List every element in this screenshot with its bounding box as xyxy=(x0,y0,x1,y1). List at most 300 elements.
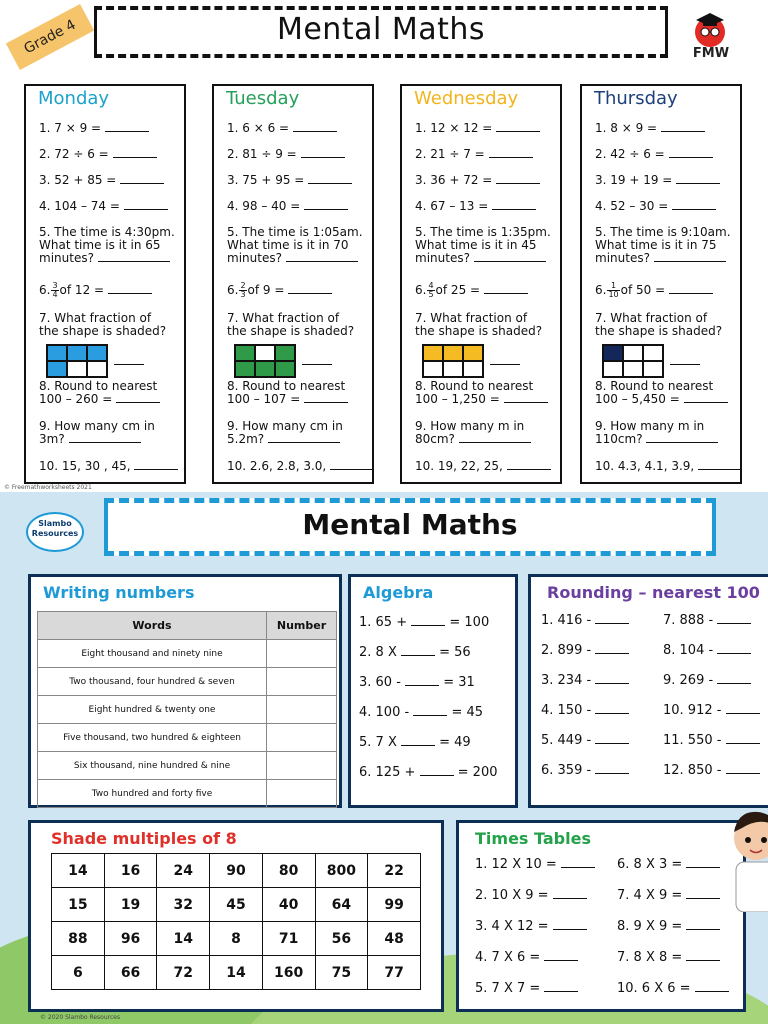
rounding-question xyxy=(541,733,629,748)
grid-cell[interactable]: 160 xyxy=(262,956,315,990)
times-table-question xyxy=(617,950,720,965)
grid-cell[interactable]: 88 xyxy=(52,922,105,956)
answer-blank[interactable] xyxy=(595,764,629,774)
answer-blank[interactable] xyxy=(686,889,720,899)
question-text: = 31 xyxy=(443,675,475,690)
answer-blank[interactable] xyxy=(113,149,157,158)
answer-blank[interactable] xyxy=(134,461,178,470)
times-table-question xyxy=(617,981,729,996)
question-line xyxy=(227,325,354,339)
answer-blank[interactable] xyxy=(717,614,751,624)
shaded-cell xyxy=(275,361,295,377)
answer-blank[interactable] xyxy=(293,123,337,132)
question-text: 9. How many m in xyxy=(595,419,705,433)
fraction-numerator: 1 xyxy=(607,282,619,291)
question-text: 6. xyxy=(39,283,51,297)
question-line xyxy=(415,148,533,162)
question-text: 12. 850 - xyxy=(663,763,722,778)
answer-blank[interactable] xyxy=(595,644,629,654)
question-text: 8. Round to nearest xyxy=(595,379,714,393)
number-answer-cell[interactable] xyxy=(267,668,337,696)
times-table-question xyxy=(617,857,720,872)
question-line xyxy=(39,393,160,407)
question-line xyxy=(595,252,726,266)
question-text: What time is it in 65 xyxy=(39,238,161,252)
question-text: 110cm? xyxy=(595,432,643,446)
fraction xyxy=(51,282,58,299)
multiples-title: Shade multiples of 8 xyxy=(51,829,237,848)
page-title: Mental Maths xyxy=(276,12,486,47)
answer-blank[interactable] xyxy=(474,253,546,262)
shaded-cell xyxy=(67,345,87,361)
fraction-denominator: 4 xyxy=(52,290,58,299)
question-line xyxy=(227,148,345,162)
answer-blank[interactable] xyxy=(484,285,528,294)
answer-blank[interactable] xyxy=(120,175,164,184)
answer-blank[interactable] xyxy=(544,951,578,961)
answer-blank[interactable] xyxy=(686,951,720,961)
answer-blank[interactable] xyxy=(108,285,152,294)
times-table-question xyxy=(617,919,720,934)
question-text: 3. 19 + 19 = xyxy=(595,173,673,187)
multiples-panel xyxy=(28,820,444,1012)
question-text: 5. 7 X xyxy=(359,735,397,750)
question-text: 100 – 260 = xyxy=(39,392,113,406)
grid-row xyxy=(52,888,421,922)
answer-blank[interactable] xyxy=(676,175,720,184)
fraction xyxy=(607,282,619,299)
grid-row xyxy=(52,854,421,888)
times-table-question xyxy=(475,919,587,934)
answer-blank[interactable] xyxy=(507,461,551,470)
answer-blank[interactable] xyxy=(105,123,149,132)
fraction-shape xyxy=(46,344,108,378)
table-row xyxy=(38,640,337,668)
rounding-question xyxy=(663,733,760,748)
question-text: 6. xyxy=(415,283,427,297)
question-text: 2. 81 ÷ 9 = xyxy=(227,147,297,161)
table-row xyxy=(38,780,337,808)
question-text: 5.2m? xyxy=(227,432,265,446)
cartoon-boy-icon xyxy=(728,802,768,912)
unshaded-cell xyxy=(423,361,443,377)
question-text: 3. 234 - xyxy=(541,673,592,688)
algebra-question xyxy=(359,705,483,720)
fraction-numerator: 2 xyxy=(240,281,246,290)
question-text: 7. What fraction of xyxy=(595,311,708,325)
grid-cell[interactable]: 16 xyxy=(104,854,157,888)
table-row xyxy=(38,752,337,780)
question-line xyxy=(415,252,546,266)
question-text: 3. 75 + 95 = xyxy=(227,173,305,187)
grade-tag: Grade 4 xyxy=(6,4,94,70)
grid-cell[interactable]: 71 xyxy=(262,922,315,956)
answer-blank[interactable] xyxy=(669,149,713,158)
times-table-question xyxy=(617,888,720,903)
day-column-thursday xyxy=(580,84,742,484)
question-text: 7. 888 - xyxy=(663,613,714,628)
unshaded-cell xyxy=(623,345,643,361)
question-line xyxy=(39,148,157,162)
unshaded-cell xyxy=(623,361,643,377)
answer-blank[interactable] xyxy=(684,394,728,403)
answer-blank[interactable] xyxy=(595,734,629,744)
question-text: 10. 19, 22, 25, xyxy=(415,459,503,473)
answer-blank[interactable] xyxy=(124,201,168,210)
question-text: 100 – 107 = xyxy=(227,392,301,406)
day-column-monday xyxy=(24,84,186,484)
question-text: 2. 42 ÷ 6 = xyxy=(595,147,665,161)
answer-blank[interactable] xyxy=(114,364,144,365)
question-text: What time is it in 70 xyxy=(227,238,349,252)
question-line xyxy=(595,433,718,447)
grid-cell[interactable]: 66 xyxy=(104,956,157,990)
question-text: 10. 15, 30 , 45, xyxy=(39,459,131,473)
question-text: 8. Round to nearest xyxy=(415,379,534,393)
unshaded-cell xyxy=(603,361,623,377)
answer-blank[interactable] xyxy=(496,123,540,132)
answer-blank[interactable] xyxy=(489,149,533,158)
answer-blank[interactable] xyxy=(413,706,447,716)
grid-cell[interactable]: 72 xyxy=(157,956,210,990)
question-text: = 49 xyxy=(439,735,471,750)
question-line xyxy=(227,200,348,214)
answer-blank[interactable] xyxy=(420,766,454,776)
question-text: 2. 72 ÷ 6 = xyxy=(39,147,109,161)
question-text: 1. 7 × 9 = xyxy=(39,121,102,135)
answer-blank[interactable] xyxy=(726,734,760,744)
grid-cell[interactable]: 14 xyxy=(52,854,105,888)
grid-cell[interactable]: 14 xyxy=(157,922,210,956)
answer-blank[interactable] xyxy=(459,434,531,443)
question-text: 2. 8 X xyxy=(359,645,397,660)
answer-blank[interactable] xyxy=(268,434,340,443)
words-cell: Eight thousand and ninety nine xyxy=(38,640,267,668)
grid-cell[interactable]: 64 xyxy=(315,888,368,922)
grid-cell[interactable]: 75 xyxy=(315,956,368,990)
answer-blank[interactable] xyxy=(504,394,548,403)
answer-blank[interactable] xyxy=(595,674,629,684)
question-text: 2. 899 - xyxy=(541,643,592,658)
unshaded-cell xyxy=(87,361,107,377)
words-cell: Six thousand, nine hundred & nine xyxy=(38,752,267,780)
table-row xyxy=(38,724,337,752)
grid-cell[interactable]: 22 xyxy=(368,854,421,888)
question-text: of 50 = xyxy=(620,283,666,297)
question-line xyxy=(595,174,720,188)
question-text: of 12 = xyxy=(59,283,105,297)
question-text: 7. What fraction of xyxy=(39,311,152,325)
fraction xyxy=(239,282,246,299)
times-tables-panel xyxy=(456,820,746,1012)
question-text: What time is it in 75 xyxy=(595,238,717,252)
rounding-question xyxy=(663,673,751,688)
question-text: 8. Round to nearest xyxy=(39,379,158,393)
grid-cell[interactable]: 15 xyxy=(52,888,105,922)
answer-blank[interactable] xyxy=(686,920,720,930)
answer-blank[interactable] xyxy=(726,704,760,714)
shaded-cell xyxy=(443,345,463,361)
answer-blank[interactable] xyxy=(595,704,629,714)
answer-blank[interactable] xyxy=(561,858,595,868)
number-answer-cell[interactable] xyxy=(267,640,337,668)
fraction-numerator: 4 xyxy=(428,281,434,290)
question-line xyxy=(595,282,713,299)
answer-blank[interactable] xyxy=(330,461,374,470)
question-text: 4. 67 – 13 = xyxy=(415,199,489,213)
grid-cell[interactable]: 48 xyxy=(368,922,421,956)
page-title-bottom: Mental Maths xyxy=(302,508,518,541)
answer-blank[interactable] xyxy=(401,736,435,746)
algebra-title: Algebra xyxy=(363,583,434,602)
algebra-question xyxy=(359,675,475,690)
rounding-question xyxy=(663,613,751,628)
question-text: 80cm? xyxy=(415,432,455,446)
question-line xyxy=(415,122,540,136)
answer-blank[interactable] xyxy=(69,434,141,443)
answer-blank[interactable] xyxy=(496,175,540,184)
answer-blank[interactable] xyxy=(98,253,170,262)
number-answer-cell[interactable] xyxy=(267,752,337,780)
grid-cell[interactable]: 14 xyxy=(210,956,263,990)
answer-blank[interactable] xyxy=(301,149,345,158)
answer-blank[interactable] xyxy=(698,461,742,470)
number-answer-cell[interactable] xyxy=(267,696,337,724)
rounding-title: Rounding – nearest 100 xyxy=(547,583,760,602)
question-line xyxy=(595,200,716,214)
words-cell: Two thousand, four hundred & seven xyxy=(38,668,267,696)
slambo-logo-text xyxy=(26,519,84,539)
question-text: 6. xyxy=(227,283,239,297)
question-line xyxy=(227,460,374,474)
times-table-question xyxy=(475,857,595,872)
grid-cell[interactable]: 24 xyxy=(157,854,210,888)
question-text: 3m? xyxy=(39,432,65,446)
question-line xyxy=(415,282,528,299)
shaded-cell xyxy=(235,345,255,361)
grid-cell[interactable]: 77 xyxy=(368,956,421,990)
question-line xyxy=(39,433,141,447)
question-text: of 9 = xyxy=(247,283,285,297)
question-text: 6. 359 - xyxy=(541,763,592,778)
unshaded-cell xyxy=(643,361,663,377)
rounding-question xyxy=(541,643,629,658)
answer-blank[interactable] xyxy=(661,123,705,132)
grid-cell[interactable]: 19 xyxy=(104,888,157,922)
rounding-question xyxy=(541,673,629,688)
question-text: minutes? xyxy=(415,251,470,265)
question-line xyxy=(227,393,348,407)
question-line xyxy=(39,174,164,188)
question-text: 6. xyxy=(595,283,607,297)
fraction-denominator: 5 xyxy=(428,290,434,299)
algebra-question xyxy=(359,735,471,750)
question-text: 6. 8 X 3 = xyxy=(617,857,683,872)
fraction-shape xyxy=(422,344,484,378)
answer-blank[interactable] xyxy=(288,285,332,294)
question-line xyxy=(227,174,352,188)
grid-cell[interactable]: 8 xyxy=(210,922,263,956)
question-text: 9. How many cm in xyxy=(227,419,343,433)
shaded-cell xyxy=(603,345,623,361)
day-column-wednesday xyxy=(400,84,562,484)
question-text: = 100 xyxy=(449,615,490,630)
writing-numbers-title: Writing numbers xyxy=(43,583,195,602)
grid-cell[interactable]: 80 xyxy=(262,854,315,888)
question-text: 5. The time is 4:30pm. xyxy=(39,225,175,239)
grid-row xyxy=(52,956,421,990)
question-line xyxy=(227,122,337,136)
shaded-cell xyxy=(47,361,67,377)
question-text: 5. 7 X 7 = xyxy=(475,981,541,996)
answer-blank[interactable] xyxy=(670,364,700,365)
answer-blank[interactable] xyxy=(553,920,587,930)
answer-blank[interactable] xyxy=(695,982,729,992)
grid-cell[interactable]: 32 xyxy=(157,888,210,922)
answer-blank[interactable] xyxy=(411,616,445,626)
question-text: 1. 416 - xyxy=(541,613,592,628)
question-text: 4. 100 - xyxy=(359,705,410,720)
fraction-denominator: 10 xyxy=(608,290,619,299)
times-table-question xyxy=(475,950,578,965)
rounding-question xyxy=(663,763,760,778)
rounding-question xyxy=(541,613,629,628)
question-text: 5. 449 - xyxy=(541,733,592,748)
unshaded-cell xyxy=(463,361,483,377)
grid-cell[interactable]: 6 xyxy=(52,956,105,990)
fraction-denominator: 3 xyxy=(240,290,246,299)
table-header-row xyxy=(38,612,337,640)
answer-blank[interactable] xyxy=(672,201,716,210)
rounding-question xyxy=(663,643,751,658)
grid-cell[interactable]: 45 xyxy=(210,888,263,922)
question-text: = 56 xyxy=(439,645,471,660)
question-text: = 200 xyxy=(457,765,498,780)
question-line xyxy=(415,200,536,214)
answer-blank[interactable] xyxy=(308,175,352,184)
words-cell: Eight hundred & twenty one xyxy=(38,696,267,724)
question-text: the shape is shaded? xyxy=(415,324,543,338)
question-text: 3. 52 + 85 = xyxy=(39,173,117,187)
worksheet-bottom xyxy=(0,492,768,1024)
unshaded-cell xyxy=(255,345,275,361)
question-text: 100 – 1,250 = xyxy=(415,392,500,406)
answer-blank[interactable] xyxy=(490,364,520,365)
answer-blank[interactable] xyxy=(646,434,718,443)
slambo-logo-line1: Slambo xyxy=(38,519,72,528)
question-line xyxy=(39,460,178,474)
question-text: 5. The time is 9:10am. xyxy=(595,225,731,239)
answer-blank[interactable] xyxy=(286,253,358,262)
answer-blank[interactable] xyxy=(544,982,578,992)
question-text: minutes? xyxy=(595,251,650,265)
grid-cell[interactable]: 96 xyxy=(104,922,157,956)
shaded-cell xyxy=(275,345,295,361)
unshaded-cell xyxy=(443,361,463,377)
words-cell: Five thousand, two hundred & eighteen xyxy=(38,724,267,752)
question-text: 10. 4.3, 4.1, 3.9, xyxy=(595,459,695,473)
question-text: 4. 104 – 74 = xyxy=(39,199,120,213)
grid-cell[interactable]: 40 xyxy=(262,888,315,922)
question-text: 10. 2.6, 2.8, 3.0, xyxy=(227,459,327,473)
shaded-cell xyxy=(87,345,107,361)
rounding-panel xyxy=(528,574,768,808)
copyright-top: © Freemathworksheets 2021 xyxy=(4,484,92,491)
question-text: 100 – 5,450 = xyxy=(595,392,680,406)
question-text: 4. 98 – 40 = xyxy=(227,199,301,213)
question-line xyxy=(595,148,713,162)
question-text: the shape is shaded? xyxy=(595,324,723,338)
answer-blank[interactable] xyxy=(726,764,760,774)
grid-cell[interactable]: 90 xyxy=(210,854,263,888)
answer-blank[interactable] xyxy=(302,364,332,365)
question-line xyxy=(595,325,722,339)
question-text: 7. 4 X 9 = xyxy=(617,888,683,903)
answer-blank[interactable] xyxy=(304,201,348,210)
answer-blank[interactable] xyxy=(304,394,348,403)
multiples-grid xyxy=(51,853,421,990)
number-answer-cell[interactable] xyxy=(267,724,337,752)
answer-blank[interactable] xyxy=(553,889,587,899)
answer-blank[interactable] xyxy=(717,674,751,684)
writing-numbers-panel xyxy=(28,574,342,808)
answer-blank[interactable] xyxy=(686,858,720,868)
question-text: = 45 xyxy=(451,705,484,720)
answer-blank[interactable] xyxy=(654,253,726,262)
algebra-panel xyxy=(348,574,518,808)
shaded-cell xyxy=(463,345,483,361)
words-cell: Two hundred and forty five xyxy=(38,780,267,808)
grid-cell[interactable]: 800 xyxy=(315,854,368,888)
rounding-question xyxy=(541,763,629,778)
table-row xyxy=(38,696,337,724)
writing-numbers-table xyxy=(37,611,337,808)
answer-blank[interactable] xyxy=(717,644,751,654)
slambo-logo-line2: Resources xyxy=(31,529,79,538)
copyright-bottom: © 2020 Slambo Resources xyxy=(40,1014,121,1021)
question-text: 1. 12 × 12 = xyxy=(415,121,493,135)
shaded-cell xyxy=(235,361,255,377)
fraction xyxy=(427,282,434,299)
question-line xyxy=(415,460,551,474)
answer-blank[interactable] xyxy=(492,201,536,210)
answer-blank[interactable] xyxy=(405,676,439,686)
grid-cell[interactable]: 56 xyxy=(315,922,368,956)
question-line xyxy=(595,122,705,136)
answer-blank[interactable] xyxy=(669,285,713,294)
question-text: 9. How many cm in xyxy=(39,419,155,433)
question-text: 7. What fraction of xyxy=(227,311,340,325)
question-text: 8. 9 X 9 = xyxy=(617,919,683,934)
question-text: the shape is shaded? xyxy=(227,324,355,338)
times-table-question xyxy=(475,888,587,903)
question-text: 9. How many m in xyxy=(415,419,525,433)
number-answer-cell[interactable] xyxy=(267,780,337,808)
question-text: 10. 912 - xyxy=(663,703,722,718)
question-text: 4. 7 X 6 = xyxy=(475,950,541,965)
question-text: 8. Round to nearest xyxy=(227,379,346,393)
answer-blank[interactable] xyxy=(595,614,629,624)
answer-blank[interactable] xyxy=(401,646,435,656)
question-text: 7. What fraction of xyxy=(415,311,528,325)
grid-cell[interactable]: 99 xyxy=(368,888,421,922)
question-text: 1. 65 + xyxy=(359,615,408,630)
rounding-question xyxy=(541,703,629,718)
answer-blank[interactable] xyxy=(116,394,160,403)
day-title: Tuesday xyxy=(226,88,300,109)
question-text: 3. 4 X 12 = xyxy=(475,919,549,934)
algebra-question xyxy=(359,615,489,630)
